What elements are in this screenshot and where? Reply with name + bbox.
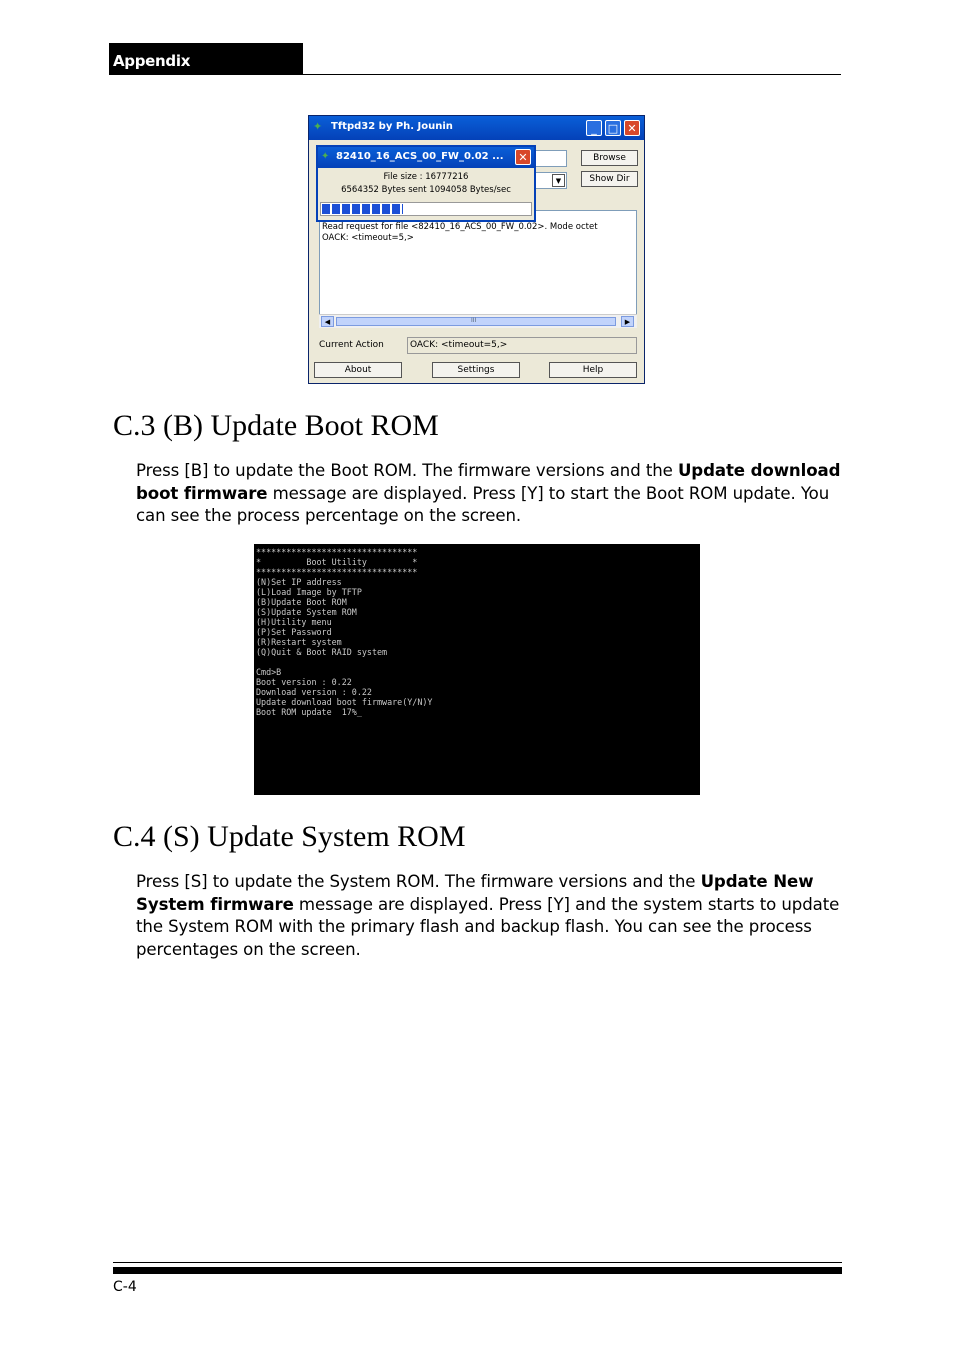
scroll-thumb[interactable] (336, 317, 616, 326)
log-line: OACK: <timeout=5,> (322, 233, 414, 243)
text: Press [S] to update the System ROM. The firmware versions and the (136, 872, 701, 891)
file-size-text: File size : 16777216 (383, 172, 469, 182)
section-tab: Appendix (109, 43, 303, 75)
dialog-titlebar (318, 147, 534, 168)
bold-text: Update New System firmware (136, 872, 814, 914)
console-line: Boot ROM update 17%_ (256, 707, 362, 717)
minimize-button[interactable]: _ (586, 120, 602, 136)
footer-rule-thin (113, 1262, 842, 1263)
paragraph-c3 (136, 460, 841, 528)
text: message are displayed. Press [Y] and the system starts to update the System ROM with the primary flash and backup flash. You can see the process percentages on the screen. (136, 894, 840, 959)
console-line: (P)Set Password (256, 627, 332, 637)
bold-text: Update download boot firmware (136, 461, 841, 503)
console-line: (B)Update Boot ROM (256, 597, 347, 607)
text: message are displayed. Press [Y] to start the Boot ROM update. You can see the process percentage on the screen. (136, 483, 830, 525)
bytes-sent-text: 6564352 Bytes sent 1094058 Bytes/sec (341, 185, 511, 195)
scroll-right-icon[interactable]: ▶ (621, 316, 634, 327)
boot-utility-console (254, 544, 700, 795)
transfer-progress-dialog (316, 145, 536, 222)
paragraph-c4 (136, 871, 841, 961)
current-action-label: Current Action (319, 340, 384, 350)
console-line: (L)Load Image by TFTP (256, 587, 362, 597)
scroll-grip: III (471, 317, 477, 324)
tftp-app-icon: ✦ (313, 120, 323, 133)
console-line: Cmd>B (256, 667, 282, 677)
transfer-icon: ✦ (321, 151, 330, 162)
log-area (319, 210, 637, 328)
footer-rule-thick (113, 1267, 842, 1274)
console-line: ******************************** (256, 547, 418, 557)
header-rule (109, 74, 841, 75)
console-line (256, 657, 700, 667)
browse-button[interactable]: Browse (581, 150, 638, 166)
chevron-down-icon: ▼ (552, 174, 565, 187)
close-button[interactable]: ✕ (624, 120, 640, 136)
console-line: (H)Utility menu (256, 617, 332, 627)
dialog-title: 82410_16_ACS_00_FW_0.02 ... (336, 151, 504, 162)
directory-field[interactable] (535, 150, 567, 167)
console-line: ******************************** (256, 567, 418, 577)
progress-bar (320, 202, 532, 216)
section-heading-c4: C.4 (S) Update System ROM (113, 820, 466, 853)
maximize-button[interactable]: □ (605, 120, 621, 136)
about-button[interactable]: About (314, 362, 402, 378)
console-line: (N)Set IP address (256, 577, 342, 587)
console-line: Boot version : 0.22 (256, 677, 352, 687)
section-heading-c3: C.3 (B) Update Boot ROM (113, 409, 439, 442)
settings-button[interactable]: Settings (432, 362, 520, 378)
progress-fill (322, 204, 403, 214)
log-line: Read request for file <82410_16_ACS_00_FW_0.02>. Mode octet (322, 222, 598, 232)
console-line: * Boot Utility * (256, 557, 418, 567)
current-action-field: OACK: <timeout=5,> (407, 337, 637, 354)
console-line: Download version : 0.22 (256, 687, 372, 697)
console-line: (S)Update System ROM (256, 607, 357, 617)
horizontal-scrollbar[interactable] (319, 314, 637, 328)
tftp-title: Tftpd32 by Ph. Jounin (331, 121, 453, 132)
server-interface-select[interactable] (535, 172, 567, 189)
console-line: Update download boot firmware(Y/N)Y (256, 697, 433, 707)
page-number: C-4 (113, 1279, 137, 1295)
console-line: (Q)Quit & Boot RAID system (256, 647, 388, 657)
dialog-close-button[interactable]: ✕ (515, 149, 531, 165)
scroll-left-icon[interactable]: ◀ (321, 316, 334, 327)
help-button[interactable]: Help (549, 362, 637, 378)
show-dir-button[interactable]: Show Dir (581, 171, 638, 187)
tftp-titlebar (309, 116, 644, 140)
text: Press [B] to update the Boot ROM. The firmware versions and the (136, 461, 678, 480)
console-line: (R)Restart system (256, 637, 342, 647)
